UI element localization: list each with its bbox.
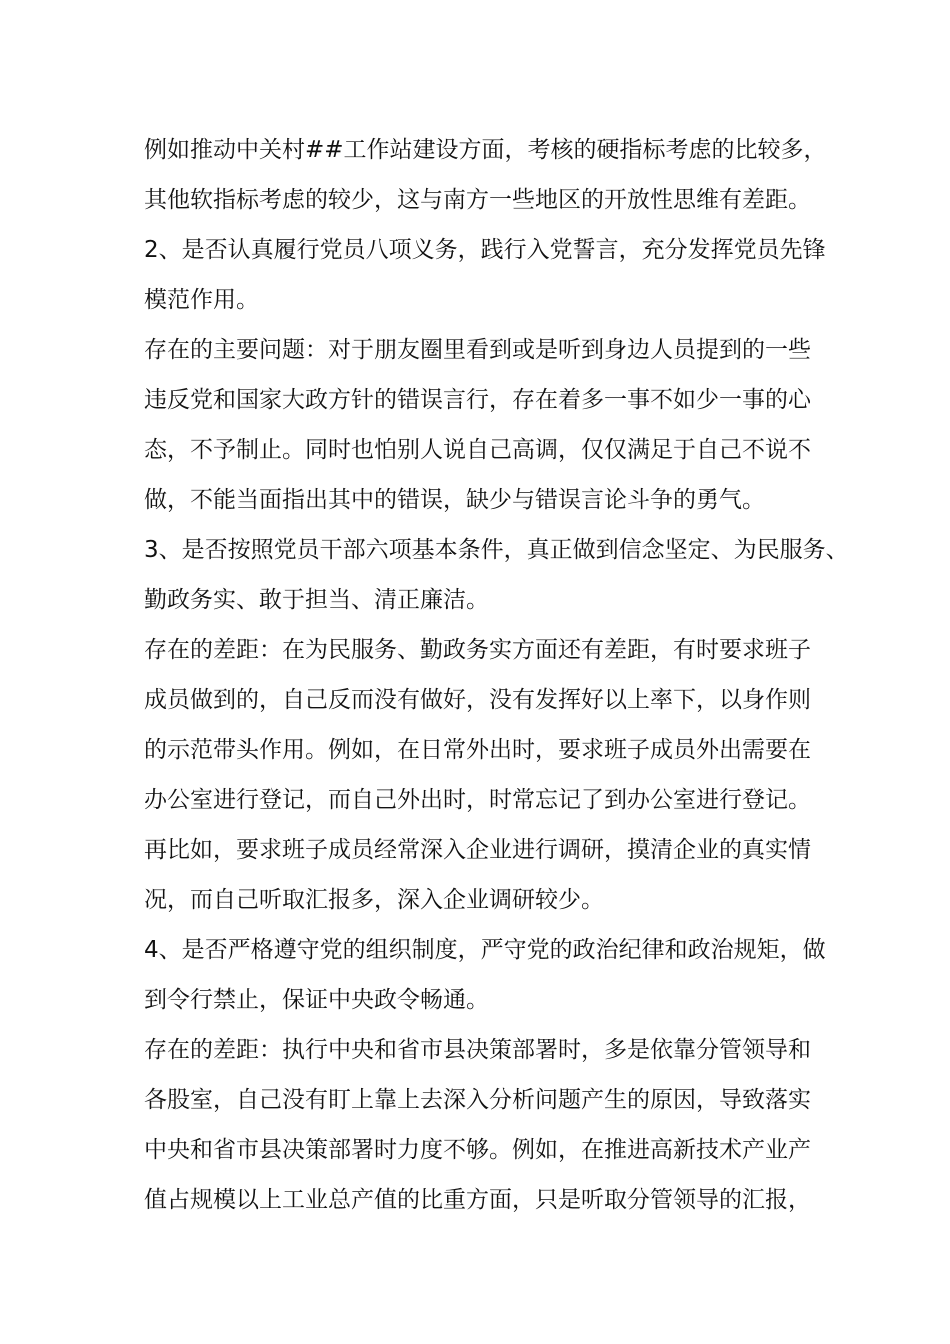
text-line: 其他软指标考虑的较少，这与南方一些地区的开放性思维有差距。 [144, 187, 811, 213]
text-line: 存在的主要问题：对于朋友圈里看到或是听到身边人员提到的一些 [144, 337, 811, 363]
text-line: 3、是否按照党员干部六项基本条件，真正做到信念坚定、为民服务、 [144, 537, 849, 563]
text-line: 成员做到的，自己反而没有做好，没有发挥好以上率下，以身作则 [144, 687, 811, 713]
text-line: 况，而自己听取汇报多，深入企业调研较少。 [144, 887, 604, 913]
text-line: 到令行禁止，保证中央政令畅通。 [144, 987, 489, 1013]
text-line: 做，不能当面指出其中的错误，缺少与错误言论斗争的勇气。 [144, 487, 765, 513]
text-line: 存在的差距：在为民服务、勤政务实方面还有差距，有时要求班子 [144, 637, 811, 663]
text-line: 各股室，自己没有盯上靠上去深入分析问题产生的原因，导致落实 [144, 1087, 811, 1113]
text-line: 违反党和国家大政方针的错误言行，存在着多一事不如少一事的心 [144, 387, 811, 413]
text-line: 中央和省市县决策部署时力度不够。例如，在推进高新技术产业产 [144, 1137, 811, 1163]
text-line: 2、是否认真履行党员八项义务，践行入党誓言，充分发挥党员先锋 [144, 237, 826, 263]
text-line: 存在的差距：执行中央和省市县决策部署时，多是依靠分管领导和 [144, 1037, 811, 1063]
text-line: 例如推动中关村##工作站建设方面，考核的硬指标考虑的比较多， [144, 137, 827, 163]
text-line: 再比如，要求班子成员经常深入企业进行调研，摸清企业的真实情 [144, 837, 811, 863]
text-line: 办公室进行登记，而自己外出时，时常忘记了到办公室进行登记。 [144, 787, 811, 813]
text-line: 态，不予制止。同时也怕别人说自己高调，仅仅满足于自己不说不 [144, 437, 811, 463]
text-line: 值占规模以上工业总产值的比重方面，只是听取分管领导的汇报， [144, 1187, 811, 1213]
text-line: 勤政务实、敢于担当、清正廉洁。 [144, 587, 489, 613]
text-line: 模范作用。 [144, 287, 259, 313]
text-line: 的示范带头作用。例如，在日常外出时，要求班子成员外出需要在 [144, 737, 811, 763]
text-line: 4、是否严格遵守党的组织制度，严守党的政治纪律和政治规矩，做 [144, 937, 826, 963]
